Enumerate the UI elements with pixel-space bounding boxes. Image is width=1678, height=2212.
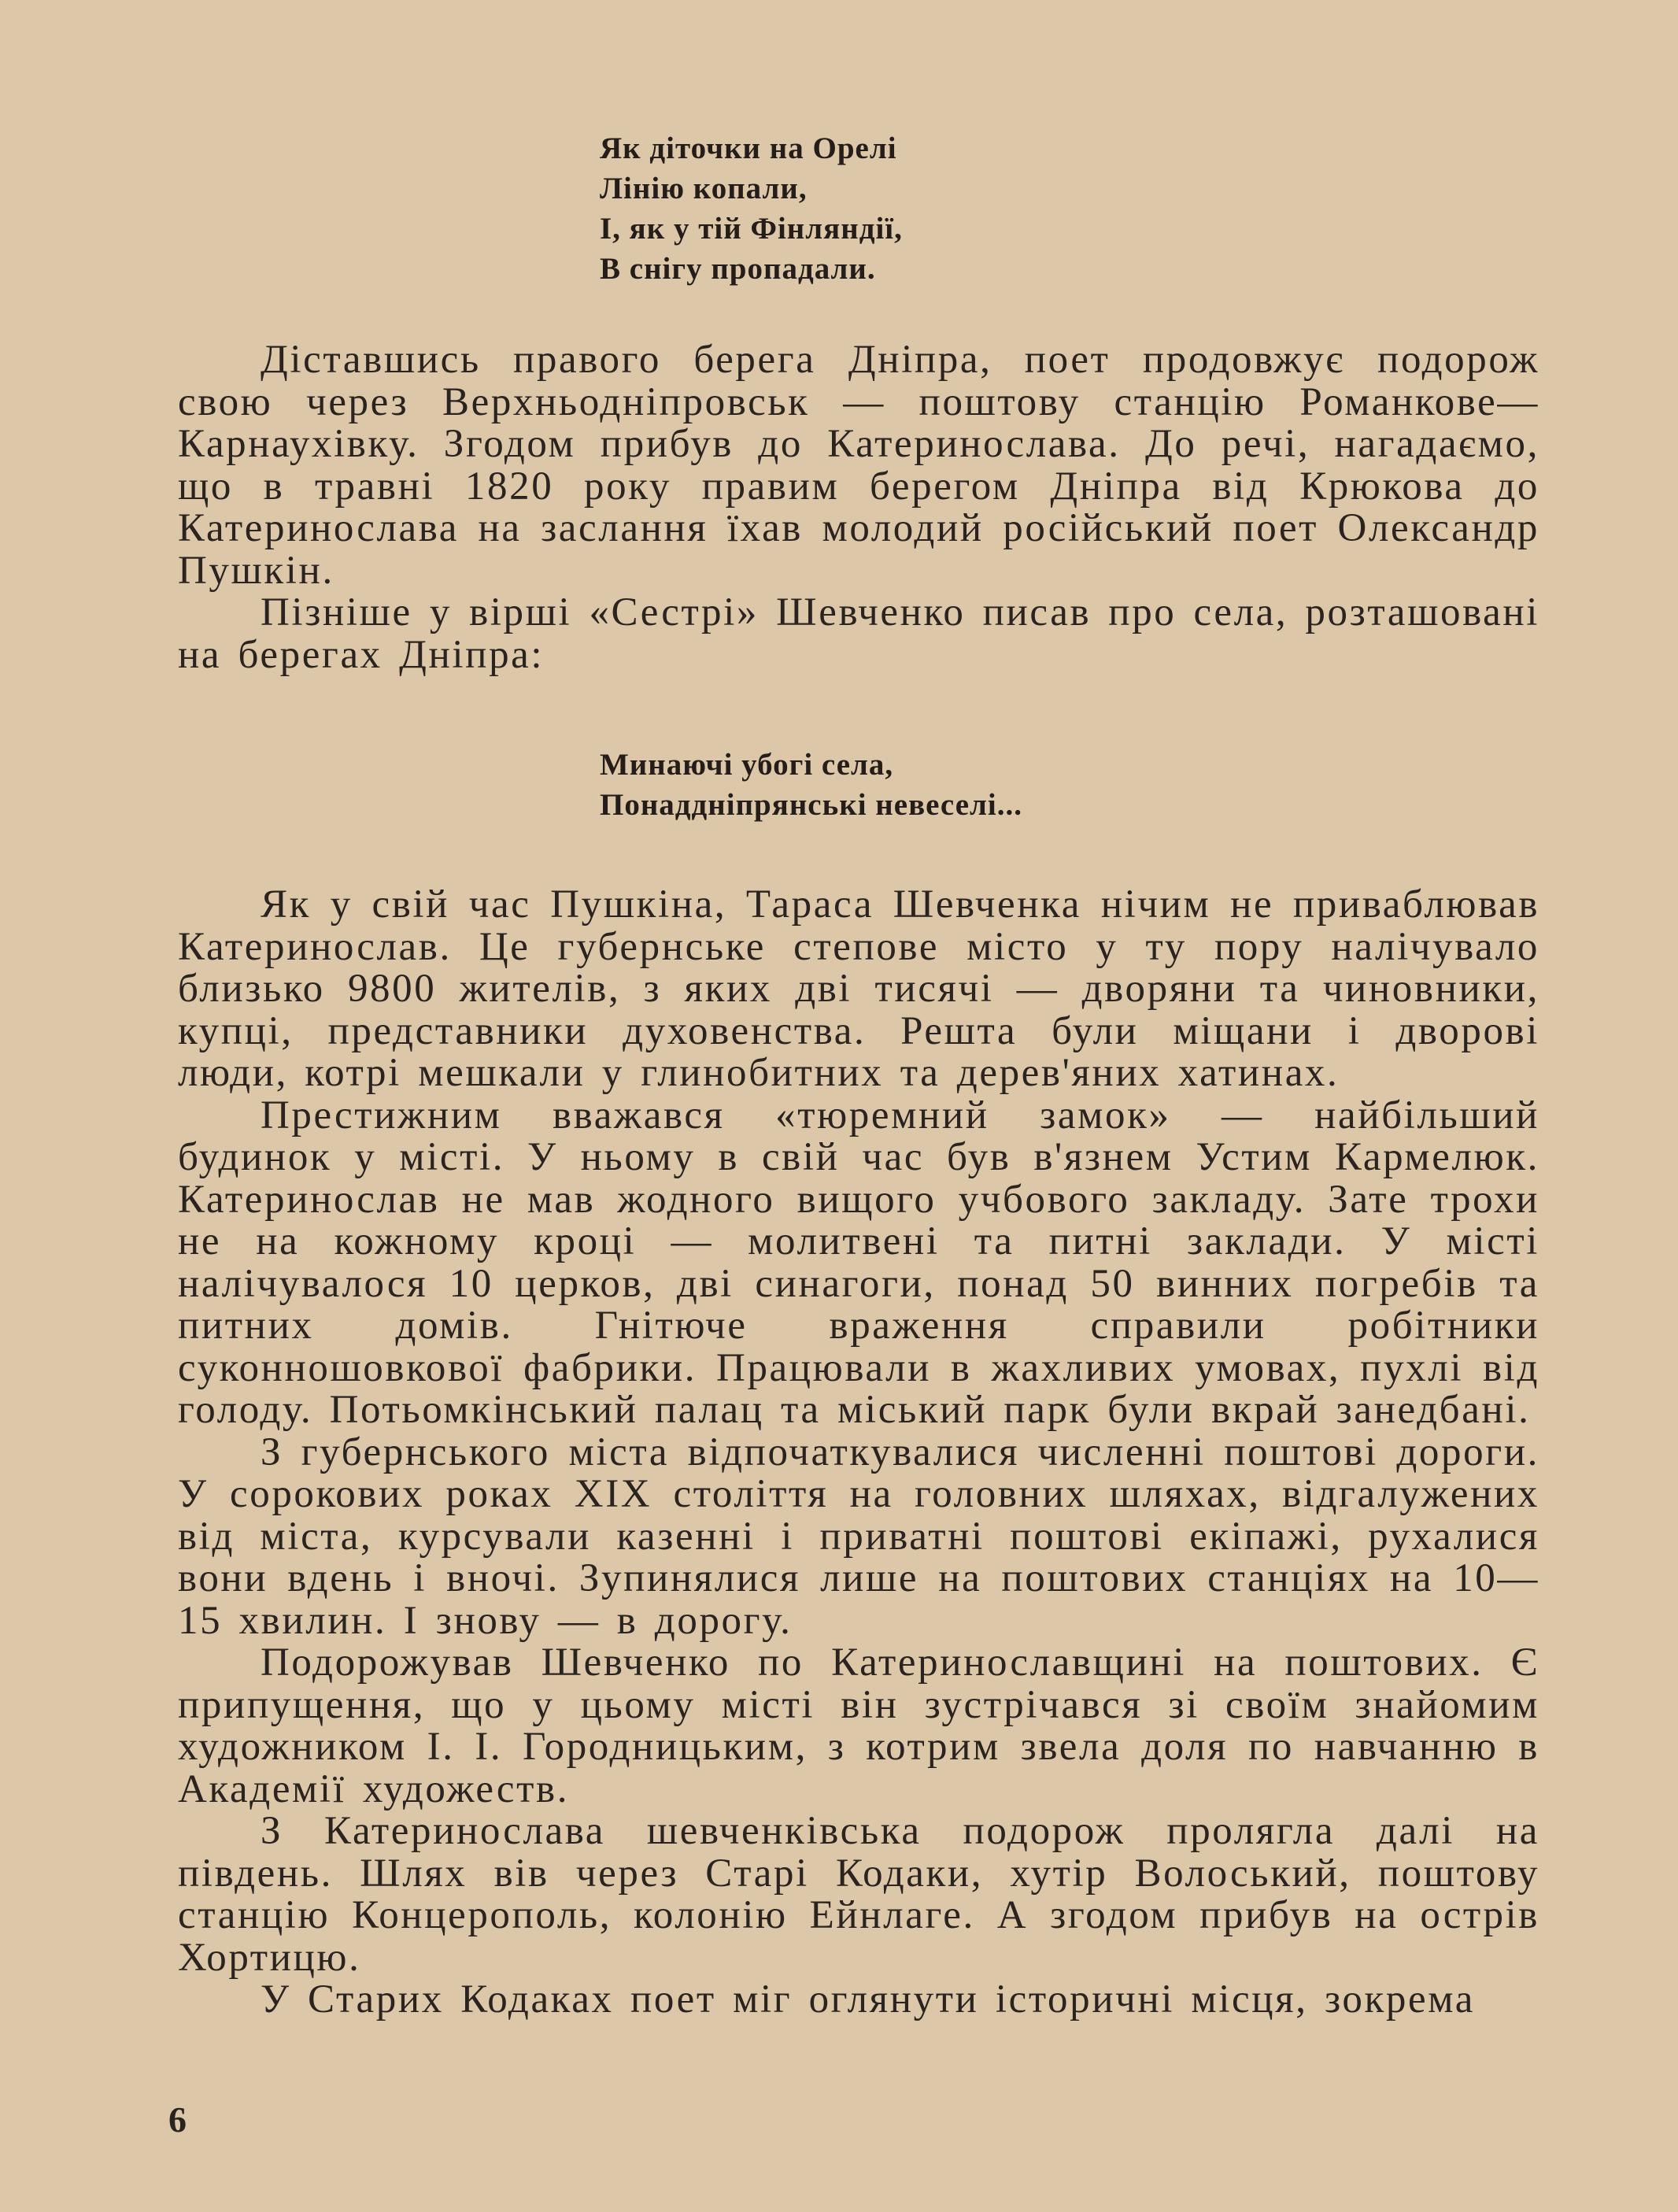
page-number: 6 — [168, 2099, 187, 2140]
paragraph: Діставшись правого берега Дніпра, поет продовжує подорож свою через Верхньодніпровськ — поштову станцію Романкове— Карнаухівку. Згодом прибув до Катеринослава. До речі, нагадаємо, що в травні 1820 року правим берегом Дніпра від Крюкова до Катеринослава на заслання їхав молодий російський поет Олександр Пушкін. — [178, 338, 1539, 593]
paragraph: Пізніше у вірші «Сестрі» Шевченко писав про села, розташовані на берегах Дніпра: — [178, 590, 1539, 677]
verse-quote-sestri — [600, 745, 1022, 825]
verse-line: І, як у тій Фінляндії, — [600, 212, 903, 246]
paragraph: Як у свій час Пушкіна, Тараса Шевченка нічим не приваблював Катеринослав. Це губернське степове місто у ту пору налічувало близько 9800 жителів, з яких дві тисячі — дворяни та чиновники, купці, представники духовенства. Решта були міщани і дворові люди, котрі мешкали у глинобитних та дерев'яних хатинах. — [178, 882, 1539, 1095]
paragraph: З Катеринослава шевченківська подорож пролягла далі на південь. Шлях вів через Старі Кодаки, хутір Волоський, поштову станцію Концерополь, колонію Ейнлаге. А згодом прибув на острів Хортицю. — [178, 1809, 1539, 1980]
verse-line: В снігу пропадали. — [600, 252, 876, 286]
verse-line: Лінію копали, — [600, 172, 808, 205]
verse-line: Як діточки на Орелі — [600, 131, 897, 165]
paragraph: З губернського міста відпочаткувалися численні поштові дороги. У сорокових роках XIX століття на головних шляхах, відгалужених від міста, курсували казенні і приватні поштові екіпажі, рухалися вони вдень і вночі. Зупинялися лише на поштових станціях на 10—15 хвилин. І знову — в дорогу. — [178, 1430, 1539, 1643]
body-text-section-2 — [178, 884, 1539, 2022]
verse-line: Понаддніпрянські невеселі... — [600, 788, 1022, 822]
verse-quote-orel — [600, 128, 903, 289]
paragraph: У Старих Кодаках поет міг оглянути історичні місця, зокрема — [261, 1977, 1475, 2022]
body-text-section-1 — [178, 339, 1539, 676]
verse-line: Минаючі убогі села, — [600, 748, 894, 782]
paragraph: Подорожував Шевченко по Катеринославщині на поштових. Є припущення, що у цьому місті він зустрічався зі своїм знайомим художником І. І. Городницьким, з котрим звела доля по навчанню в Академії художеств. — [178, 1641, 1539, 1811]
paragraph: Престижним вважався «тюремний замок» — найбільший будинок у місті. У ньому в свій час був в'язнем Устим Кармелюк. Катеринослав не мав жодного вищого учбового закладу. Зате трохи не на кожному кроці — молитвені та питні заклади. У місті налічувалося 10 церков, дві синагоги, понад 50 винних погребів та питних домів. Гнітюче враження справили робітники суконношовкової фабрики. Працювали в жахливих умовах, пухлі від голоду. Потьомкінський палац та міський парк були вкрай занедбані. — [178, 1093, 1539, 1432]
